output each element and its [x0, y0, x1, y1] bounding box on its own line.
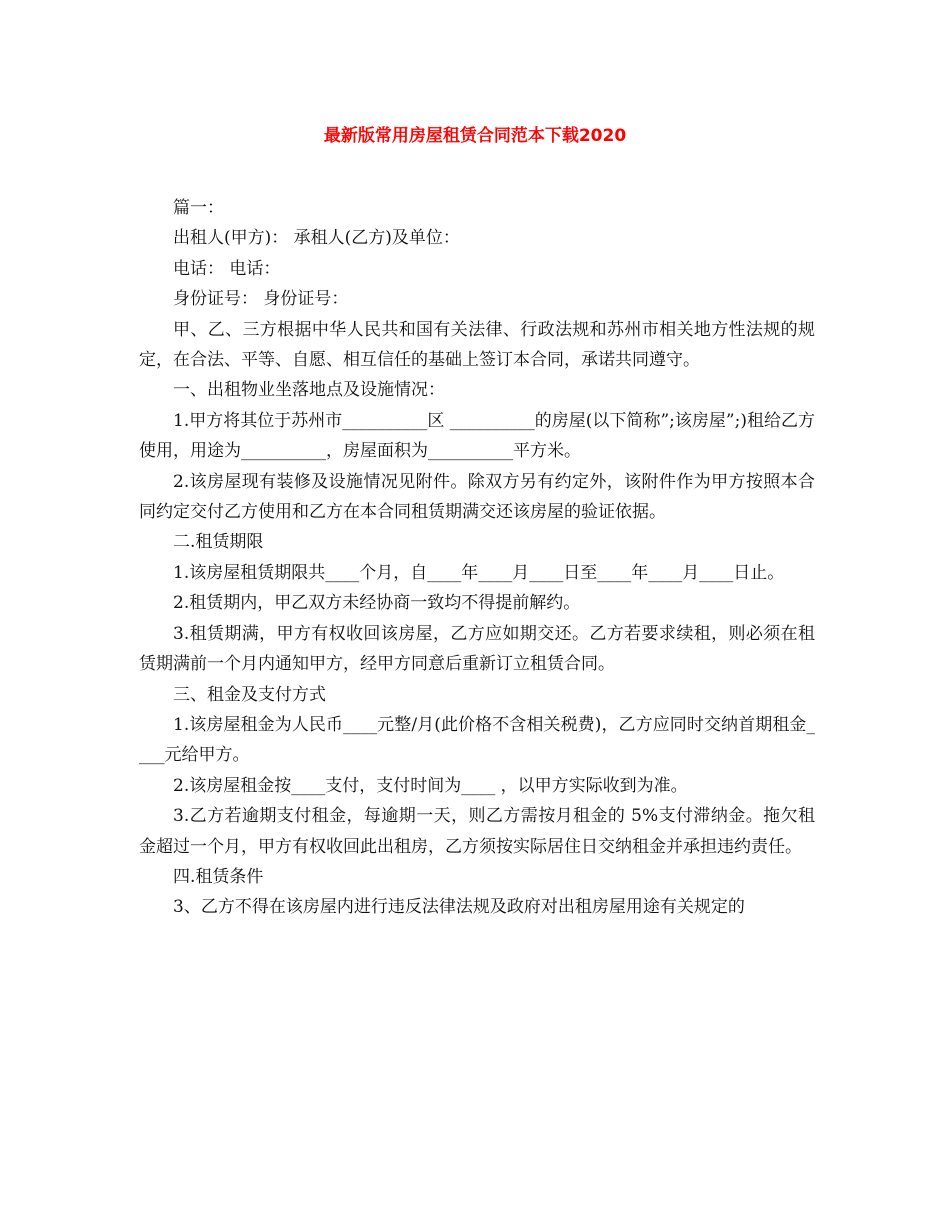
paragraph: 身份证号： 身份证号：	[173, 289, 349, 310]
paragraph: 1.该房屋租赁期限共____个月，自____年____月____日至____年____月____日止。	[173, 562, 785, 583]
paragraph: 甲、乙、三方根据中华人民共和国有关法律、行政法规和苏州市相关地方性法规的规定，在合法、平等、自愿、相互信任的基础上签订本合同，承诺共同遵守。	[139, 319, 815, 371]
section-heading: 一、出租物业坐落地点及设施情况：	[173, 380, 445, 401]
paragraph: 3.乙方若逾期支付租金，每逾期一天，则乙方需按月租金的 5%支付滞纳金。拖欠租金超过一个月，甲方有权收回此出租房，乙方须按实际居住日交纳租金并承担违约责任。	[139, 806, 815, 857]
paragraph: 2.该房屋租金按____支付，支付时间为____ ，以甲方实际收到为准。	[173, 775, 688, 796]
section-heading: 四.租赁条件	[173, 866, 264, 887]
paragraph: 出租人(甲方)： 承租人(乙方)及单位：	[173, 228, 460, 249]
paragraph: 1.该房屋租金为人民币____元整/月(此价格不含相关税费)，乙方应同时交纳首期租金____元给甲方。	[139, 714, 815, 766]
paragraph: 2.该房屋现有装修及设施情况见附件。除双方另有约定外，该附件作为甲方按照本合同约定交付乙方使用和乙方在本合同租赁期满交还该房屋的验证依据。	[139, 471, 815, 523]
paragraph: 1.甲方将其位于苏州市__________区 __________的房屋(以下简称”;该房屋”;)租给乙方使用，用途为__________，房屋面积为__________平方米。	[139, 410, 815, 462]
paragraph: 3、乙方不得在该房屋内进行违反法律法规及政府对出租房屋用途有关规定的	[173, 897, 745, 918]
paragraph: 3.租赁期满，甲方有权收回该房屋，乙方应如期交还。乙方若要求续租，则必须在租赁期满前一个月内通知甲方，经甲方同意后重新订立租赁合同。	[139, 623, 815, 675]
paragraph: 电话： 电话：	[173, 258, 281, 279]
section-heading: 二.租赁期限	[173, 532, 264, 553]
paragraph: 篇一：	[173, 198, 224, 218]
document-title: 最新版常用房屋租赁合同范本下载2020	[323, 126, 627, 146]
document-body	[139, 193, 815, 923]
section-heading: 三、租金及支付方式	[173, 684, 326, 705]
paragraph: 2.租赁期内，甲乙双方未经协商一致均不得提前解约。	[173, 593, 581, 614]
